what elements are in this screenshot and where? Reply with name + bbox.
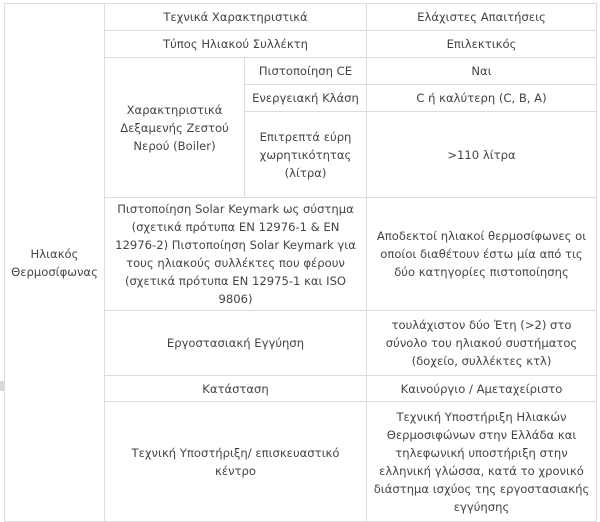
support-value: Τεχνική Υποστήριξη Ηλιακών Θερμοσιφώνων στην Ελλάδα και τηλεφωνική υποστήριξη στην ελληνική γλώσσα, κατά το χρονικό διάστημα ισχύος της εργοστασιακής εγγύησης (367, 402, 597, 522)
warranty-value: τουλάχιστον δύο Έτη (>2) στο σύνολο του ηλιακού συστήματος (δοχείο, συλλέκτες κτλ) (367, 311, 597, 376)
condition-label: Κατάσταση (105, 376, 367, 402)
boiler-ce-value: Ναι (367, 58, 597, 85)
warranty-label: Εργοστασιακή Εγγύηση (105, 311, 367, 376)
boiler-energy-class-label: Ενεργειακή Κλάση (245, 85, 367, 112)
collector-type-label: Τύπος Ηλιακού Συλλέκτη (105, 31, 367, 58)
header-requirements: Ελάχιστες Απαιτήσεις (367, 4, 597, 31)
support-label: Τεχνική Υποστήριξη/ επισκευαστικό κέντρο (105, 402, 367, 522)
section-label-cell: Ηλιακός Θερμοσίφωνας (5, 4, 105, 522)
boiler-ce-label: Πιστοποίηση CE (245, 58, 367, 85)
table-row-header (5, 4, 597, 31)
boiler-capacity-value: >110 λίτρα (367, 112, 597, 198)
requirements-table (4, 3, 597, 522)
collector-type-value: Επιλεκτικός (367, 31, 597, 58)
header-characteristics: Τεχνικά Χαρακτηριστικά (105, 4, 367, 31)
boiler-group-label: Χαρακτηριστικά Δεξαμενής Ζεστού Νερού (Boiler) (105, 58, 245, 198)
certification-value: Αποδεκτοί ηλιακοί θερμοσίφωνες οι οποίοι διαθέτουν έστω μία από τις δύο κατηγορίες πιστοποίησης (367, 198, 597, 311)
condition-value: Καινούργιο / Αμεταχείριστο (367, 376, 597, 402)
certification-label: Πιστοποίηση Solar Keymark ως σύστημα (σχετικά πρότυπα EN 12976-1 & EN 12976-2) Πιστοποίηση Solar Keymark για τους ηλιακούς συλλέκτες που φέρουν (σχετικά πρότυπα EN 12975-1 και ISO 9806) (105, 198, 367, 311)
boiler-energy-class-value: C ή καλύτερη (C, B, A) (367, 85, 597, 112)
boiler-capacity-label: Επιτρεπτά εύρη χωρητικότητας (λίτρα) (245, 112, 367, 198)
